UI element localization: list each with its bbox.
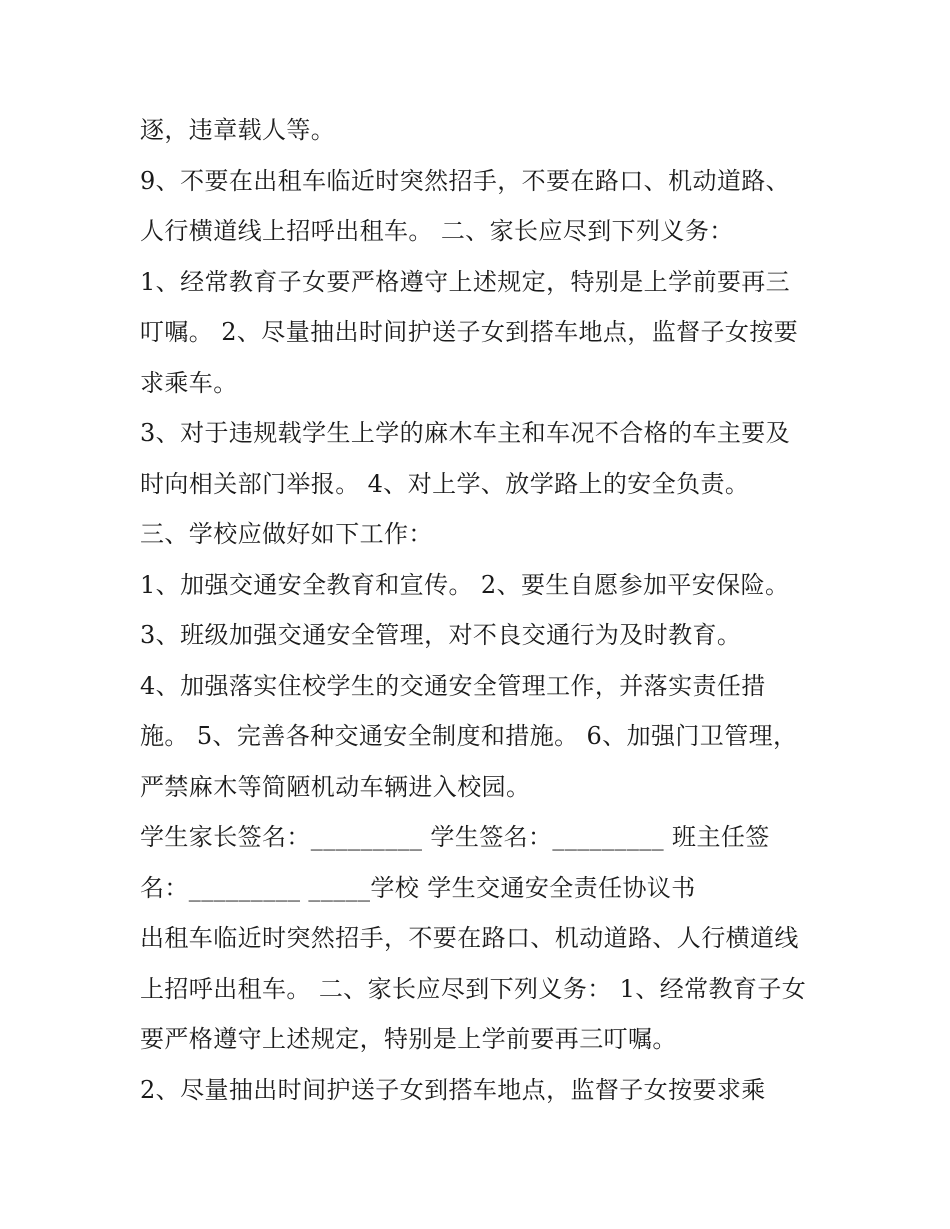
- signature-line: 学生家长签名：_________ 学生签名：_________ 班主任签: [140, 823, 770, 851]
- text-line: 3、班级加强交通安全管理，对不良交通行为及时教育。: [140, 621, 742, 649]
- signature-line: 名：_________ _____学校 学生交通安全责任协议书: [140, 873, 696, 902]
- text-line: 时向相关部门举报。 4、对上学、放学路上的安全负责。: [140, 469, 750, 498]
- text-line: 3、对于违规载学生上学的麻木车主和车况不合格的车主要及: [140, 419, 791, 447]
- text-line: 人行横道线上招呼出租车。 二、家长应尽到下列义务：: [140, 217, 734, 245]
- text-line: 上招呼出租车。 二、家长应尽到下列义务： 1、经常教育子女: [140, 974, 807, 1003]
- text-line: 逐，违章载人等。: [140, 116, 336, 144]
- document-body: [140, 105, 830, 1115]
- text-line: 4、加强落实住校学生的交通安全管理工作，并落实责任措: [140, 671, 766, 700]
- text-line: 出租车临近时突然招手，不要在路口、机动道路、人行横道线: [140, 924, 799, 952]
- text-line: 求乘车。: [140, 368, 238, 397]
- text-line: 施。 5、完善各种交通安全制度和措施。 6、加强门卫管理，: [140, 722, 798, 750]
- text-line: 叮嘱。 2、尽量抽出时间护送子女到搭车地点，监督子女按要: [140, 318, 799, 346]
- text-line: 9、不要在出租车临近时突然招手，不要在路口、机动道路、: [140, 166, 791, 195]
- text-line: 2、尽量抽出时间护送子女到搭车地点，监督子女按要求乘: [140, 1075, 766, 1104]
- section-heading: 三、学校应做好如下工作：: [140, 520, 433, 548]
- text-line: 1、经常教育子女要严格遵守上述规定，特别是上学前要再三: [140, 267, 791, 296]
- text-line: 严禁麻木等简陋机动车辆进入校园。: [140, 772, 531, 801]
- text-line: 1、加强交通安全教育和宣传。 2、要生自愿参加平安保险。: [140, 570, 790, 599]
- text-line: 要严格遵守上述规定，特别是上学前要再三叮嘱。: [140, 1025, 677, 1053]
